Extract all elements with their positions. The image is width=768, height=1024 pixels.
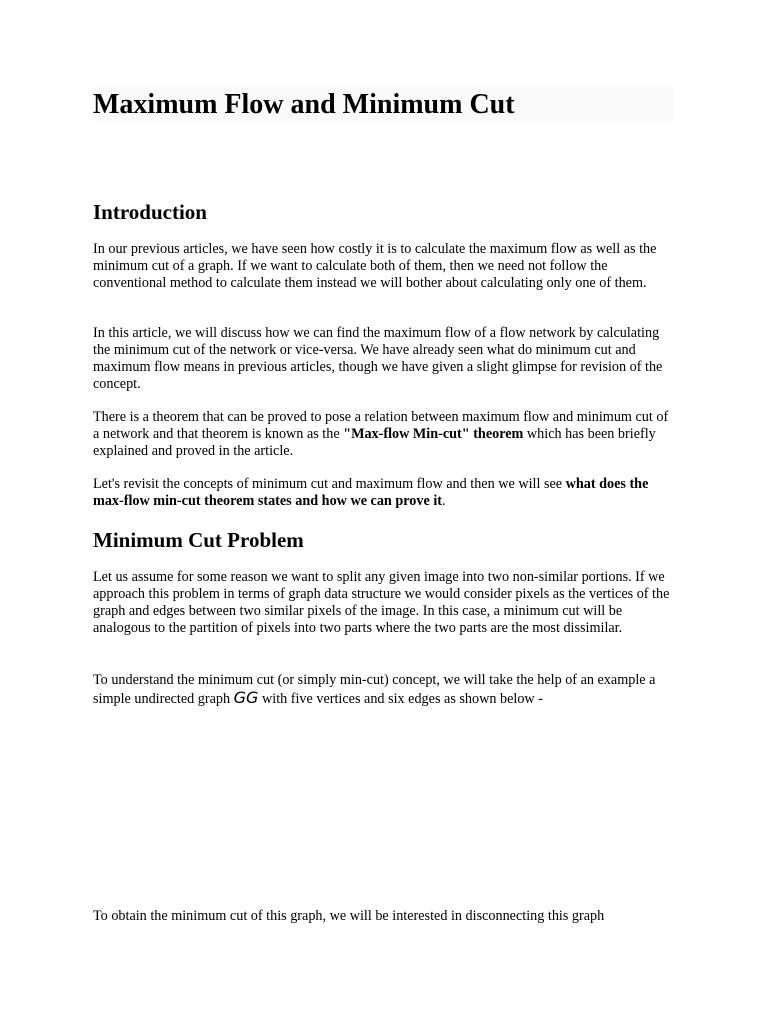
mincut-paragraph-3: To obtain the minimum cut of this graph, we will be interested in disconnecting this graph xyxy=(93,908,605,924)
mincut-paragraph-2 xyxy=(93,672,678,708)
intro-p3-theorem-name: "Max-flow Min-cut" theorem xyxy=(343,426,524,442)
mincut-p2-text-end: with five vertices and six edges as shown below - xyxy=(258,691,543,707)
section-heading-introduction: Introduction xyxy=(93,200,207,224)
intro-paragraph-4 xyxy=(93,476,678,510)
intro-p4-text-start: Let's revisit the concepts of minimum cut and maximum flow and then we will see xyxy=(93,476,566,492)
page-title: Maximum Flow and Minimum Cut xyxy=(93,89,515,120)
intro-paragraph-3 xyxy=(93,409,678,460)
section-heading-minimum-cut: Minimum Cut Problem xyxy=(93,528,304,552)
intro-p3-text-start: There is a theorem that can be proved to pose a relation between maximum flow and minimum cut of a network and that theorem is known as the xyxy=(93,409,669,442)
intro-paragraph-2: In this article, we will discuss how we can find the maximum flow of a flow network by calculating the minimum cut of the network or vice-versa. We have already seen what do minimum cut and maximum flow means in previous articles, though we have given a slight glimpse for revision of the concept. xyxy=(93,325,663,392)
mincut-p2-text-start: To understand the minimum cut (or simply min-cut) concept, we will take the help of an example a simple undirected graph xyxy=(93,672,656,707)
intro-p4-emphasis: what does the max-flow min-cut theorem states and how we can prove it xyxy=(93,476,649,509)
mincut-paragraph-1: Let us assume for some reason we want to split any given image into two non-similar portions. If we approach this problem in terms of graph data structure we would consider pixels as the vertices of the graph and edges between two similar pixels of the image. In this case, a minimum cut will be analogous to the partition of pixels into two parts where the two parts are the most dissimilar. xyxy=(93,569,670,636)
intro-paragraph-1: In our previous articles, we have seen how costly it is to calculate the maximum flow as well as the minimum cut of a graph. If we want to calculate both of them, then we need not follow the conventional method to calculate them instead we will bother about calculating only one of them. xyxy=(93,241,657,291)
intro-p4-text-end: . xyxy=(442,493,446,509)
intro-p3-text-end: which has been briefly explained and proved in the article. xyxy=(93,426,656,459)
graph-symbol: GG xyxy=(233,688,259,707)
graph-figure-placeholder xyxy=(93,720,678,900)
